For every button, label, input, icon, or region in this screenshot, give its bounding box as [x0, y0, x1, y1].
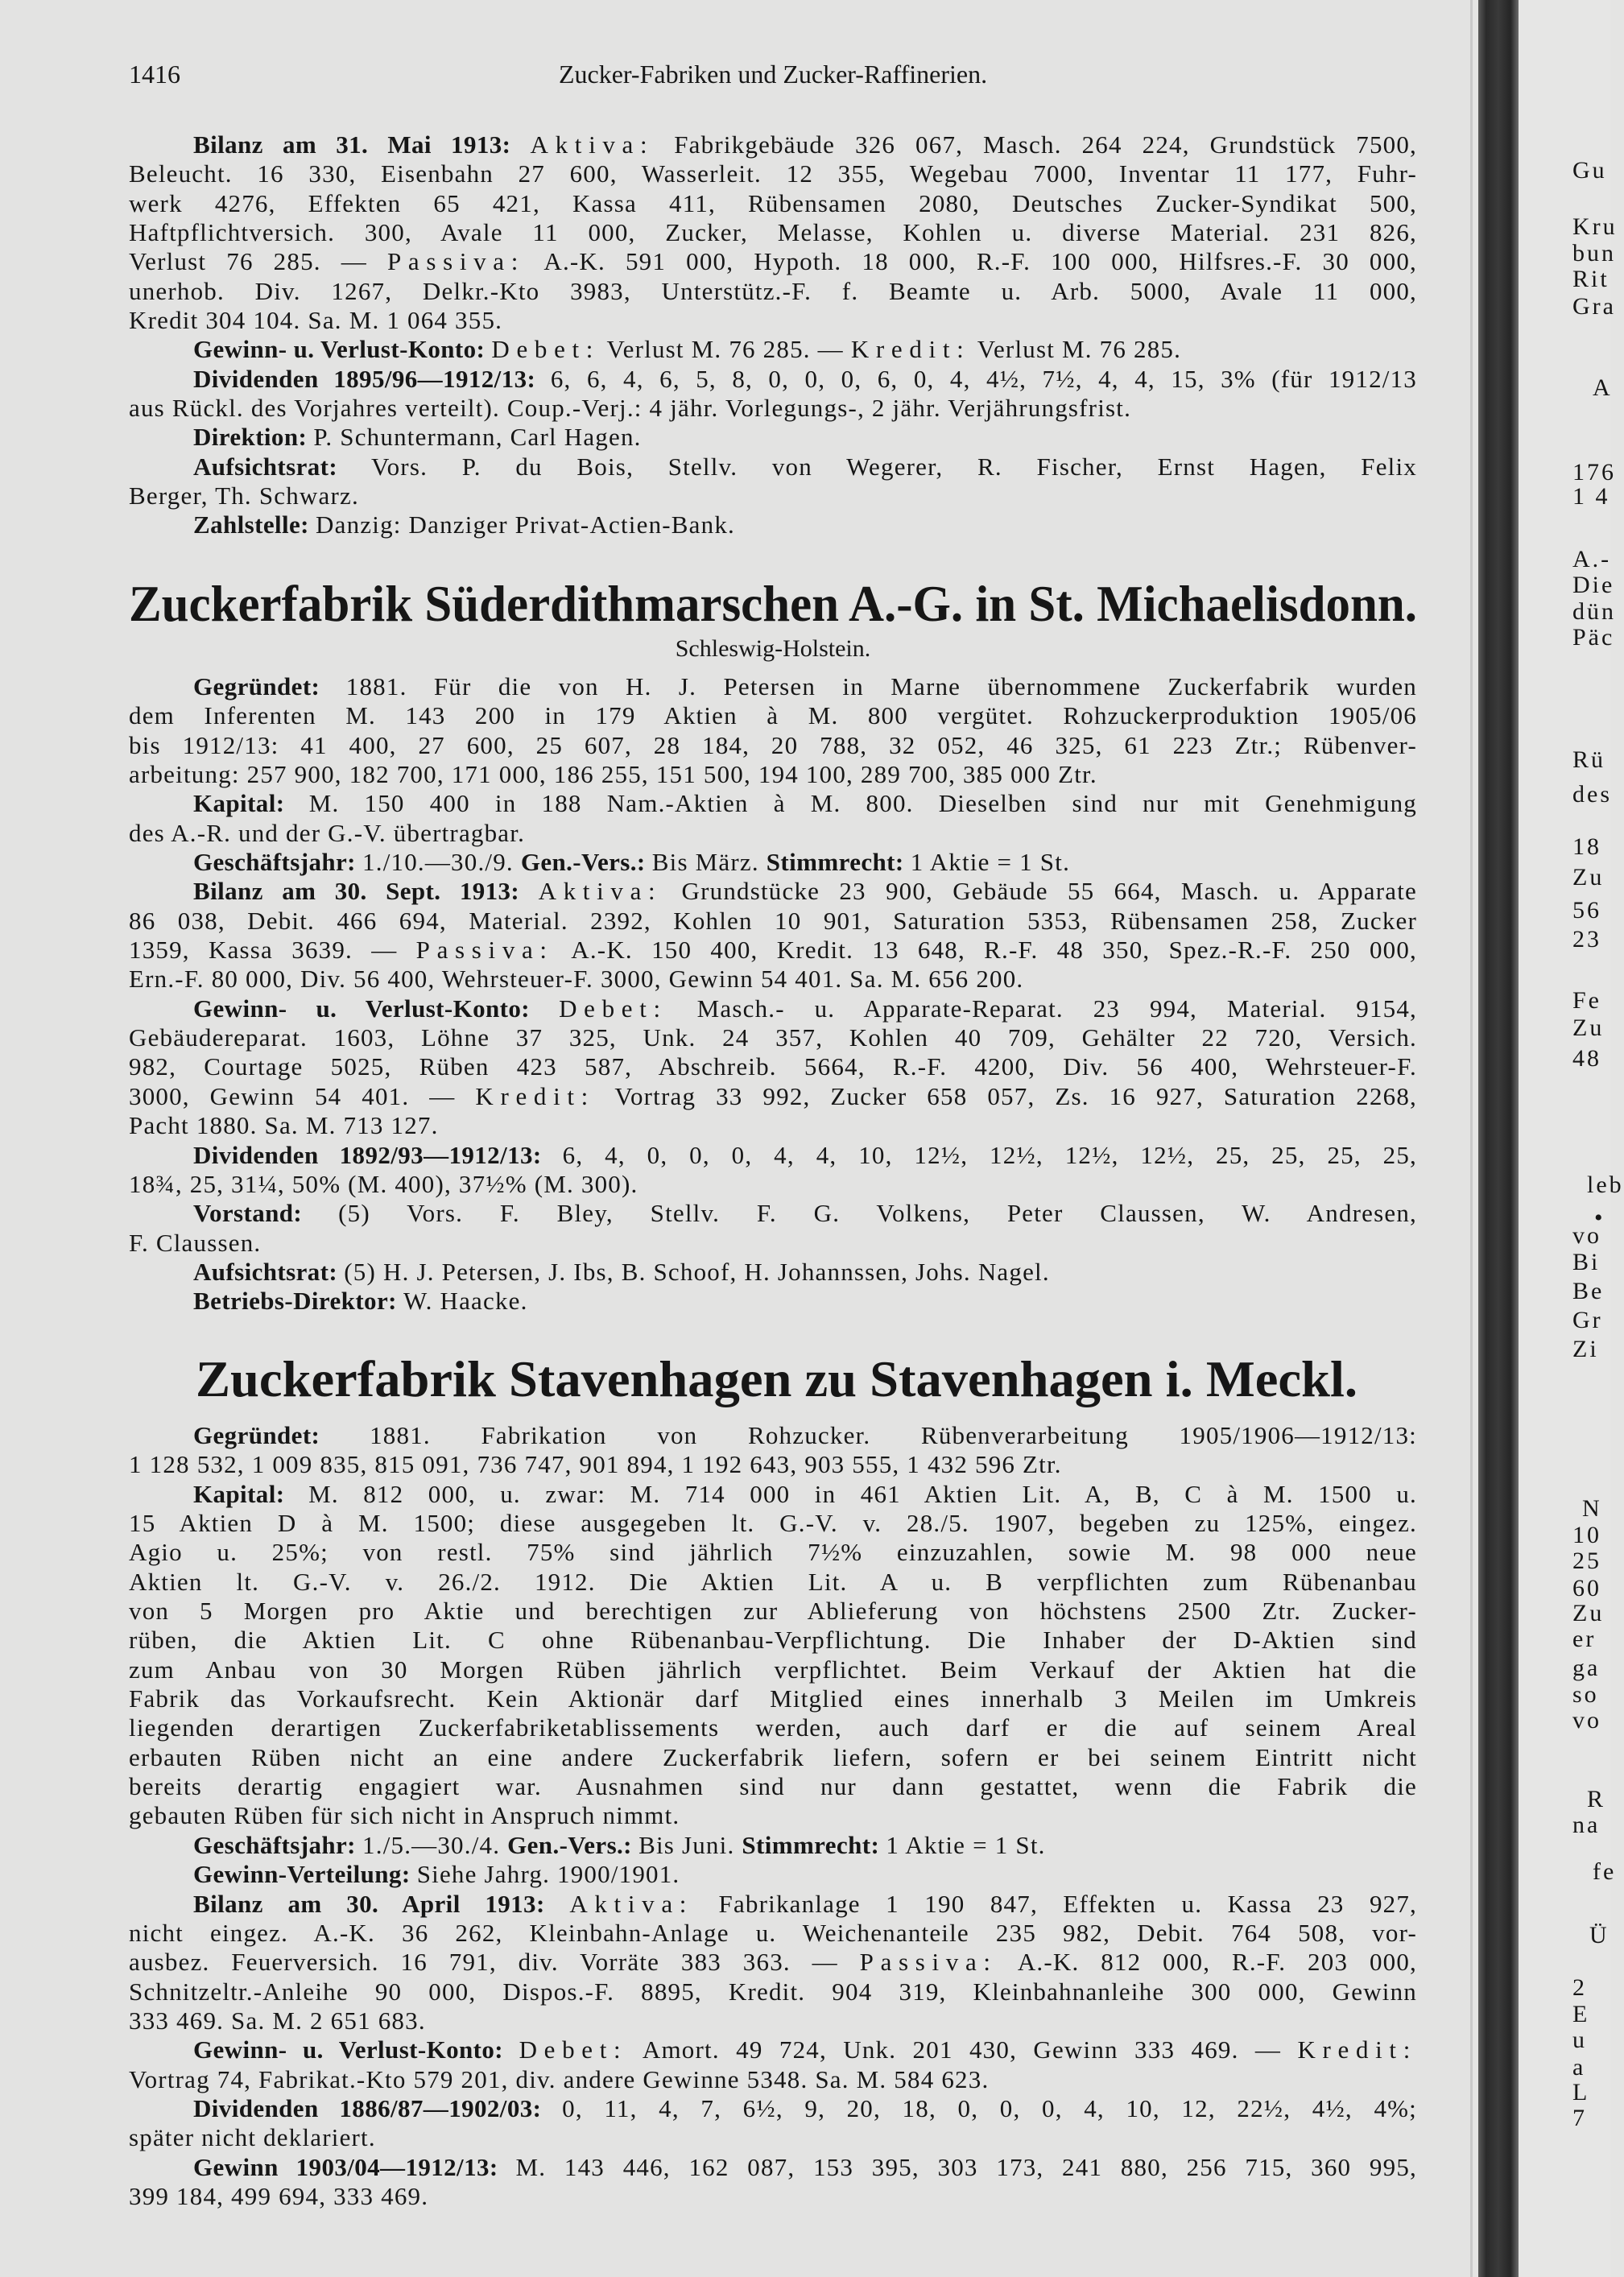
field-label: Betriebs-Direktor: — [193, 1287, 403, 1316]
next-page-text-fragment: Päc — [1572, 624, 1615, 651]
text-line — [129, 2094, 1417, 2123]
text-line — [129, 1082, 1417, 1111]
text-line — [129, 1199, 1417, 1228]
field-label: Geschäftsjahr: — [193, 848, 363, 877]
text-segment: 15 Aktien D à M. 1500; diese ausgegeben lt. G.-V. v. 28./5. 1907, begeben zu 125%, eingez. — [129, 1509, 1417, 1538]
next-page-text-fragment: E — [1572, 2001, 1590, 2027]
text-segment: 1 Aktie = 1 St. — [910, 848, 1071, 877]
text-line — [129, 1860, 1417, 1889]
paragraph — [129, 1831, 1417, 1860]
field-label: Gewinn- u. Verlust-Konto: — [193, 994, 560, 1023]
next-page-text-fragment: vo — [1572, 1707, 1601, 1734]
text-segment: Aktien lt. G.-V. v. 26./2. 1912. Die Aktien Lit. A u. B verpflichten zum Rübenanbau — [129, 1567, 1417, 1596]
next-page-text-fragment: Be — [1572, 1278, 1605, 1304]
text-segment: von 5 Morgen pro Aktie und berechtigen zur Ablieferung von höchstens 2500 Ztr. Zucker- — [129, 1597, 1417, 1626]
field-label: Gen.-Vers.: — [507, 1830, 639, 1859]
paragraph — [129, 1199, 1417, 1258]
next-page-text-fragment: 10 — [1572, 1522, 1601, 1548]
text-line — [129, 1141, 1417, 1170]
field-label: Gegründet: — [193, 1421, 370, 1449]
spaced-keyword: Debet: — [491, 335, 601, 364]
next-page-text-fragment: vo — [1572, 1222, 1601, 1249]
text-line — [129, 1287, 1417, 1316]
text-segment: bereits derartig engagiert war. Ausnahmen sind nur dann gestattet, wenn die Fabrik die — [129, 1772, 1417, 1801]
running-title: Zucker-Fabriken und Zucker-Raffinerien. — [558, 60, 988, 89]
text-line — [129, 1597, 1417, 1626]
text-segment: 0, 11, 4, 7, 6½, 9, 20, 18, 0, 0, 0, 4, 10, 12, 22½, 4½, 4%; — [562, 2093, 1417, 2122]
next-page-text-fragment: Kru — [1572, 213, 1618, 240]
text-line — [129, 1023, 1417, 1052]
text-line — [129, 189, 1417, 218]
text-segment: Vors. P. du Bois, Stellv. von Wegerer, R. Fischer, Ernst Hagen, Felix — [371, 452, 1417, 481]
next-page-text-fragment: Rü — [1572, 746, 1606, 773]
next-page-text-fragment: des — [1572, 781, 1612, 808]
next-page-text-fragment: • — [1594, 1205, 1605, 1231]
text-line — [129, 335, 1417, 364]
text-segment: 1 Aktie = 1 St. — [886, 1830, 1046, 1859]
text-line — [129, 394, 1417, 423]
spaced-keyword: Passiva: — [859, 1948, 998, 1977]
text-line — [129, 1450, 1417, 1479]
entry-body — [129, 130, 1417, 540]
text-segment: 1 128 532, 1 009 835, 815 091, 736 747, 901 894, 1 192 643, 903 555, 1 432 596 Ztr. — [129, 1450, 1062, 1479]
next-page-text-fragment: fe — [1593, 1858, 1617, 1885]
field-label: Dividenden 1895/96—1912/13: — [193, 364, 551, 393]
text-line — [129, 1831, 1417, 1860]
text-segment: 982, Courtage 5025, Rüben 423 587, Abschreib. 5664, R.-F. 4200, Div. 56 400, Wehrsteuer-F. — [129, 1052, 1417, 1081]
text-segment: bis 1912/13: 41 400, 27 600, 25 607, 28 184, 20 788, 32 052, 46 325, 61 223 Ztr.; Rübenver- — [129, 730, 1417, 759]
text-segment: 1881. Fabrikation von Rohzucker. Rübenverarbeitung 1905/1906—1912/13: — [370, 1421, 1417, 1449]
paragraph — [129, 994, 1417, 1141]
text-segment: nicht eingez. A.-K. 36 262, Kleinbahn-Anlage u. Weichenanteile 235 982, Debit. 764 508, vor- — [129, 1918, 1417, 1947]
text-line — [129, 2123, 1417, 2152]
text-segment: W. Haacke. — [403, 1287, 528, 1316]
next-page-text-fragment: A — [1593, 374, 1613, 401]
text-line — [129, 2035, 1417, 2064]
text-segment: zum Anbau von 30 Morgen Rüben jährlich verpflichtet. Beim Verkauf der Aktien hat die — [129, 1655, 1417, 1684]
field-label: Aufsichtsrat: — [193, 1257, 345, 1286]
text-segment: 6, 4, 0, 0, 0, 4, 4, 10, 12½, 12½, 12½, 12½, 25, 25, 25, 25, — [562, 1140, 1417, 1169]
text-segment: unerhob. Div. 1267, Delkr.-Kto 3983, Unterstütz.-F. f. Beamte u. Arb. 5000, Avale 11 000, — [129, 276, 1417, 305]
text-line — [129, 1977, 1417, 2006]
next-page-text-fragment: 48 — [1572, 1045, 1601, 1072]
text-line — [129, 1111, 1417, 1140]
field-label: Direktion: — [193, 423, 314, 452]
text-line — [129, 247, 1417, 276]
text-segment: 333 469. Sa. M. 2 651 683. — [129, 2006, 426, 2035]
text-segment: A.-K. 812 000, R.-F. 203 000, — [997, 1948, 1417, 1977]
text-segment: rüben, die Aktien Lit. C ohne Rübenanbau-Verpflichtung. Die Inhaber der D-Aktien sind — [129, 1626, 1417, 1655]
next-page-text-fragment: Rit — [1572, 266, 1610, 292]
text-segment: Danzig: Danziger Privat-Actien-Bank. — [316, 510, 735, 539]
text-line — [129, 1170, 1417, 1199]
text-segment: Ern.-F. 80 000, Div. 56 400, Wehrsteuer-F. 3000, Gewinn 54 401. Sa. M. 656 200. — [129, 965, 1024, 994]
text-segment: liegenden derartigen Zuckerfabriketablissements werden, auch darf er die auf seinem Areal — [129, 1713, 1417, 1742]
spaced-keyword: Aktiva: — [569, 1889, 694, 1918]
text-segment: Verlust 76 285. — — [129, 247, 387, 276]
spaced-keyword: Aktiva: — [538, 877, 663, 906]
text-segment: A.-K. 591 000, Hypoth. 18 000, R.-F. 100 000, Hilfsres.-F. 30 000, — [525, 247, 1417, 276]
text-line — [129, 453, 1417, 481]
text-line — [129, 701, 1417, 730]
text-line — [129, 423, 1417, 452]
text-segment: Schnitzeltr.-Anleihe 90 000, Dispos.-F. 8895, Kredit. 904 319, Kleinbahnanleihe 300 000, Gewinn — [129, 1977, 1417, 2006]
next-page-text-fragment: 18 — [1572, 833, 1601, 860]
field-label: Geschäftsjahr: — [193, 1830, 363, 1859]
text-line — [129, 907, 1417, 936]
next-page-text-fragment: 60 — [1572, 1575, 1601, 1601]
paragraph — [129, 423, 1417, 452]
text-line — [129, 994, 1417, 1023]
text-line — [129, 2065, 1417, 2094]
text-line — [129, 1229, 1417, 1258]
text-segment: A.-K. 150 400, Kredit. 13 648, R.-F. 48 350, Spez.-R.-F. 250 000, — [553, 936, 1417, 965]
text-segment: Bis Juni. — [638, 1830, 742, 1859]
entry-subtitle: Schleswig-Holstein. — [675, 635, 871, 662]
text-line — [129, 1421, 1417, 1450]
text-line — [129, 1713, 1417, 1742]
text-line — [129, 789, 1417, 818]
text-segment: Masch.- u. Apparate-Reparat. 23 994, Material. 9154, — [667, 994, 1417, 1023]
paragraph — [129, 848, 1417, 877]
next-page-text-fragment: dün — [1572, 598, 1616, 625]
next-page-text-fragment: ga — [1572, 1655, 1601, 1681]
text-line — [129, 1684, 1417, 1713]
text-segment: 1./10.—30./9. — [362, 848, 521, 877]
text-segment: später nicht deklariert. — [129, 2123, 376, 2152]
text-segment: Verlust M. 76 285. — [970, 335, 1182, 364]
text-segment: Fabrik das Vorkaufsrecht. Kein Aktionär darf Mitglied eines innerhalb 3 Meilen im Umkreis — [129, 1684, 1417, 1713]
field-label: Stimmrecht: — [742, 1830, 886, 1859]
text-line — [129, 1801, 1417, 1830]
paragraph — [129, 877, 1417, 994]
field-label: Aufsichtsrat: — [193, 452, 371, 481]
next-page-text-fragment: Gr — [1572, 1307, 1603, 1333]
text-segment: Vortrag 33 992, Zucker 658 057, Zs. 16 927, Saturation 2268, — [594, 1081, 1418, 1110]
text-segment: 1./5.—30./4. — [362, 1830, 508, 1859]
field-label: Gewinn- u. Verlust-Konto: — [193, 335, 492, 364]
field-label: Gen.-Vers.: — [520, 848, 652, 877]
paragraph — [129, 2035, 1417, 2094]
spaced-keyword: Aktiva: — [530, 130, 655, 159]
next-page-text-fragment: so — [1572, 1681, 1599, 1708]
text-line — [129, 1743, 1417, 1772]
entry-body — [129, 1421, 1417, 2211]
text-line — [129, 848, 1417, 877]
paragraph — [129, 2153, 1417, 2212]
text-segment: werk 4276, Effekten 65 421, Kassa 411, Rübensamen 2080, Deutsches Zucker-Syndikat 500, — [129, 188, 1417, 217]
paragraph — [129, 335, 1417, 364]
text-segment: 399 184, 499 694, 333 469. — [129, 2181, 429, 2210]
text-line — [129, 936, 1417, 965]
next-page-text-fragment: Zu — [1572, 864, 1605, 891]
next-page-text-fragment: 25 — [1572, 1548, 1601, 1574]
next-page-text-fragment: bun — [1572, 240, 1616, 267]
paragraph — [129, 1860, 1417, 1889]
page-number: 1416 — [129, 60, 180, 89]
text-segment: Beleucht. 16 330, Eisenbahn 27 600, Wasserleit. 12 355, Wegebau 7000, Inventar 11 177, Fuhr- — [129, 159, 1417, 188]
next-page-text-fragment: Zu — [1572, 1015, 1605, 1041]
entry-title: Zuckerfabrik Stavenhagen zu Stavenhagen i. Meckl. — [196, 1350, 1357, 1407]
text-segment: 18¾, 25, 31¼, 50% (M. 400), 37½% (M. 300). — [129, 1169, 638, 1198]
field-label: Bilanz am 30. April 1913: — [193, 1889, 570, 1918]
next-page-text-fragment: Gra — [1572, 293, 1616, 320]
paragraph — [129, 130, 1417, 335]
spaced-keyword: Kredit: — [850, 335, 971, 364]
next-page-text-fragment: Zi — [1572, 1336, 1599, 1362]
text-segment: Bis März. — [651, 848, 767, 877]
text-line — [129, 1772, 1417, 1801]
text-segment: Vortrag 74, Fabrikat.-Kto 579 201, div. andere Gewinne 5348. Sa. M. 584 623. — [129, 2064, 990, 2093]
text-segment: 86 038, Debit. 466 694, Material. 2392, Kohlen 10 901, Saturation 5353, Rübensamen 258, Zucker — [129, 906, 1417, 935]
text-line — [129, 1655, 1417, 1684]
text-segment: gebauten Rüben für sich nicht in Anspruch nimmt. — [129, 1801, 680, 1830]
text-line — [129, 1568, 1417, 1597]
next-page-text-fragment: Fe — [1572, 987, 1601, 1014]
next-page-text-fragment: 1 4 — [1572, 483, 1610, 510]
text-segment: Grundstücke 23 900, Gebäude 55 664, Masch. u. Apparate — [662, 877, 1418, 906]
next-page-text-fragment: Zu — [1572, 1600, 1605, 1626]
text-segment: Verlust M. 76 285. — — [600, 335, 851, 364]
next-page-text-fragment: Gu — [1572, 157, 1607, 184]
next-page-text-fragment: Die — [1572, 572, 1615, 598]
text-line — [129, 2006, 1417, 2035]
text-segment: ausbez. Feuerversich. 16 791, div. Vorräte 383 363. — — [129, 1948, 860, 1977]
text-segment: aus Rückl. des Vorjahres verteilt). Coup.-Verj.: 4 jähr. Vorlegungs-, 2 jähr. Verjährungsfrist. — [129, 394, 1132, 423]
next-page-text-fragment: er — [1572, 1626, 1597, 1652]
field-label: Bilanz am 31. Mai 1913: — [193, 130, 531, 159]
text-segment: erbauten Rüben nicht an eine andere Zuckerfabrik liefern, sofern er bei seinem Eintritt nicht — [129, 1742, 1417, 1771]
text-segment: Gebäudereparat. 1603, Löhne 37 325, Unk. 24 357, Kohlen 40 709, Gehälter 22 720, Versich. — [129, 1023, 1417, 1052]
text-segment: P. Schuntermann, Carl Hagen. — [313, 423, 642, 452]
text-line — [129, 159, 1417, 188]
entry-title: Zuckerfabrik Süderdithmarschen A.-G. in St. Michaelisdonn. — [129, 575, 1417, 632]
text-line — [129, 277, 1417, 306]
text-line — [129, 306, 1417, 335]
next-page-text-fragment: 23 — [1572, 926, 1601, 953]
text-line — [129, 481, 1417, 510]
paragraph — [129, 510, 1417, 539]
text-line — [129, 1052, 1417, 1081]
text-line — [129, 731, 1417, 760]
text-segment: Amort. 49 724, Unk. 201 430, Gewinn 333 469. — — [627, 2035, 1298, 2064]
text-line — [129, 877, 1417, 906]
text-line — [129, 1890, 1417, 1919]
field-label: Gewinn-Verteilung: — [193, 1860, 417, 1889]
next-page-text-fragment: a — [1572, 2054, 1586, 2081]
page-edge — [1470, 0, 1473, 2277]
field-label: Kapital: — [193, 1479, 309, 1508]
spaced-keyword: Debet: — [519, 2035, 628, 2064]
text-line — [129, 2182, 1417, 2211]
text-line — [129, 965, 1417, 994]
text-segment: Berger, Th. Schwarz. — [129, 481, 359, 510]
text-segment: arbeitung: 257 900, 182 700, 171 000, 186 255, 151 500, 194 100, 289 700, 385 000 Ztr. — [129, 760, 1097, 789]
next-page-text-fragment: R — [1587, 1786, 1606, 1812]
next-page-text-fragment: A.- — [1572, 546, 1612, 572]
text-segment: M. 143 446, 162 087, 153 395, 303 173, 241 880, 256 715, 360 995, — [515, 2152, 1417, 2181]
paragraph — [129, 1287, 1417, 1316]
paragraph — [129, 2094, 1417, 2153]
next-page-text-fragment: L — [1572, 2079, 1590, 2106]
spaced-keyword: Kredit: — [475, 1081, 595, 1110]
field-label: Kapital: — [193, 789, 309, 818]
field-label: Gewinn- u. Verlust-Konto: — [193, 2035, 519, 2064]
text-line — [129, 130, 1417, 159]
text-segment: M. 150 400 in 188 Nam.-Aktien à M. 800. Dieselben sind nur mit Genehmigung — [308, 789, 1417, 818]
field-label: Zahlstelle: — [193, 510, 316, 539]
text-line — [129, 1626, 1417, 1655]
text-segment: 1881. Für die von H. J. Petersen in Marne übernommene Zuckerfabrik wurden — [345, 672, 1417, 700]
next-page-text-fragment: N — [1582, 1495, 1602, 1522]
next-page-text-fragment: leb — [1587, 1172, 1624, 1198]
text-line — [129, 819, 1417, 848]
text-segment: M. 812 000, u. zwar: M. 714 000 in 461 Aktien Lit. A, B, C à M. 1500 u. — [308, 1479, 1417, 1508]
next-page-text-fragment: Bi — [1572, 1249, 1601, 1275]
paragraph — [129, 789, 1417, 848]
text-line — [129, 672, 1417, 701]
spaced-keyword: Passiva: — [386, 247, 526, 276]
field-label: Gegründet: — [193, 672, 346, 700]
text-line — [129, 218, 1417, 247]
book-binding-gutter — [1478, 0, 1519, 2277]
text-segment: 3000, Gewinn 54 401. — — [129, 1081, 476, 1110]
text-segment: Pacht 1880. Sa. M. 713 127. — [129, 1111, 439, 1140]
next-page-text-fragment: 2 — [1572, 1974, 1587, 2001]
text-segment: Agio u. 25%; von restl. 75% sind jährlich 7½% einzuzahlen, sowie M. 98 000 neue — [129, 1538, 1417, 1567]
text-segment: des A.-R. und der G.-V. übertragbar. — [129, 818, 526, 847]
next-page-text-fragment: 7 — [1572, 2105, 1587, 2131]
spaced-keyword: Passiva: — [415, 936, 554, 965]
text-segment: 6, 6, 4, 6, 5, 8, 0, 0, 0, 6, 0, 4, 4½, 7½, 4, 4, 15, 3% (für 1912/13 — [550, 364, 1417, 393]
text-line — [129, 365, 1417, 394]
field-label: Dividenden 1892/93—1912/13: — [193, 1140, 563, 1169]
next-page-text-fragment: na — [1572, 1812, 1601, 1838]
text-line — [129, 1919, 1417, 1948]
paragraph — [129, 1480, 1417, 1831]
text-line — [129, 760, 1417, 789]
text-segment: Kredit 304 104. Sa. M. 1 064 355. — [129, 306, 503, 335]
paragraph — [129, 453, 1417, 511]
paragraph — [129, 1258, 1417, 1287]
text-line — [129, 1509, 1417, 1538]
text-segment: dem Inferenten M. 143 200 in 179 Aktien à M. 800 vergütet. Rohzuckerproduktion 1905/06 — [129, 701, 1417, 730]
paragraph — [129, 672, 1417, 789]
entry-body — [129, 672, 1417, 1316]
next-page-text-fragment: 176 — [1572, 459, 1616, 486]
spaced-keyword: Kredit: — [1297, 2035, 1418, 2064]
field-label: Dividenden 1886/87—1902/03: — [193, 2093, 563, 2122]
text-segment: (5) H. J. Petersen, J. Ibs, B. Schoof, H. Johannssen, Johs. Nagel. — [344, 1257, 1050, 1286]
text-segment: F. Claussen. — [129, 1228, 262, 1257]
paragraph — [129, 1421, 1417, 1480]
text-line — [129, 1258, 1417, 1287]
next-page-text-fragment: 56 — [1572, 897, 1601, 924]
text-line — [129, 1480, 1417, 1509]
text-line — [129, 510, 1417, 539]
text-segment: (5) Vors. F. Bley, Stellv. F. G. Volkens, Peter Claussen, W. Andresen, — [338, 1199, 1418, 1228]
text-segment: Fabrikanlage 1 190 847, Effekten u. Kassa 23 927, — [693, 1889, 1417, 1918]
paragraph — [129, 365, 1417, 424]
text-line — [129, 1948, 1417, 1977]
field-label: Vorstand: — [193, 1199, 339, 1228]
paragraph — [129, 1890, 1417, 2036]
text-line — [129, 1538, 1417, 1567]
field-label: Bilanz am 30. Sept. 1913: — [193, 877, 539, 906]
next-page-text-fragment: u — [1572, 2027, 1587, 2053]
text-segment: Haftpflichtversich. 300, Avale 11 000, Zucker, Melasse, Kohlen u. diverse Material. 231 826, — [129, 218, 1417, 247]
spaced-keyword: Debet: — [559, 994, 667, 1023]
text-segment: Fabrikgebäude 326 067, Masch. 264 224, Grundstück 7500, — [654, 130, 1417, 159]
next-page-text-fragment: Ü — [1589, 1922, 1610, 1948]
text-segment: 1359, Kassa 3639. — — [129, 936, 416, 965]
field-label: Gewinn 1903/04—1912/13: — [193, 2152, 516, 2181]
field-label: Stimmrecht: — [766, 848, 911, 877]
paragraph — [129, 1141, 1417, 1200]
text-line — [129, 2153, 1417, 2182]
text-segment: Siehe Jahrg. 1900/1901. — [416, 1860, 680, 1889]
